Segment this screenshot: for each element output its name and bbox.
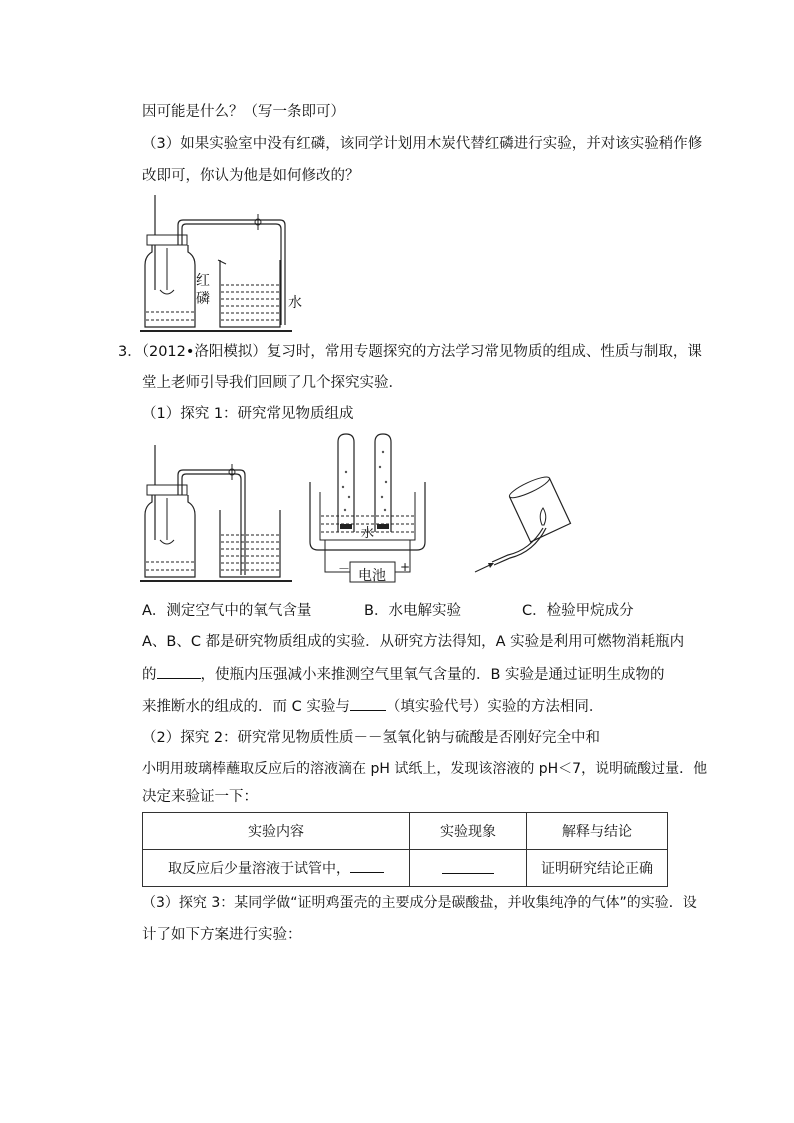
paragraph-line-3-end: （填实验代号）实验的方法相同． xyxy=(385,699,604,715)
paragraph-line-1: A、B、C 都是研究物质组成的实验．从研究方法得知，A 实验是利用可燃物消耗瓶内 xyxy=(142,634,685,650)
text-line-3: 改即可，你认为他是如何修改的？ xyxy=(142,168,360,184)
figure-oxygen-apparatus-1 xyxy=(140,190,300,335)
caption-a: A．测定空气中的氧气含量 xyxy=(142,603,312,619)
part-2-line-3: 决定来验证一下： xyxy=(142,789,258,805)
paragraph-line-2-end: ，使瓶内压强减小来推测空气里氧气含量的．B 实验是通过证明生成物的 xyxy=(200,667,665,683)
paragraph-line-2 xyxy=(142,664,665,685)
label-water-b: 水 xyxy=(361,526,375,541)
figure-a-apparatus xyxy=(140,440,300,585)
part-2-heading: （2）探究 2：研究常见物质性质－－氢氧化钠与硫酸是否刚好完全中和 xyxy=(142,730,601,746)
label-minus: － xyxy=(338,562,351,576)
label-water: 水 xyxy=(288,295,302,311)
paragraph-line-3 xyxy=(142,696,603,717)
table-header-row xyxy=(143,813,668,850)
figure-c-methane-test xyxy=(470,470,580,580)
text-line-2: （3）如果实验室中没有红磷，该同学计划用木炭代替红磷进行实验，并对该实验稍作修 xyxy=(142,136,703,152)
header-conclusion: 解释与结论 xyxy=(527,813,668,850)
header-content: 实验内容 xyxy=(143,813,410,850)
part-3-line-1: （3）探究 3：某同学做“证明鸡蛋壳的主要成分是碳酸盐，并收集纯净的气体”的实验．设 xyxy=(142,895,697,911)
caption-c: C．检验甲烷成分 xyxy=(522,603,634,619)
paragraph-line-2-start: 的 xyxy=(142,667,157,683)
answer-blank-2[interactable] xyxy=(350,696,386,711)
caption-b: B．水电解实验 xyxy=(364,603,461,619)
answer-blank-4[interactable] xyxy=(442,859,494,874)
figure-b-electrolysis xyxy=(305,432,430,587)
part-1-heading: （1）探究 1：研究常见物质组成 xyxy=(142,406,354,422)
question-3-line-2: 堂上老师引导我们回顾了几个探究实验． xyxy=(142,375,403,391)
cell-content-text: 取反应后少量溶液于试管中， xyxy=(168,861,350,877)
answer-blank-3[interactable] xyxy=(350,858,384,873)
answer-blank-1[interactable] xyxy=(157,664,201,679)
table-row xyxy=(143,850,668,887)
label-plus: + xyxy=(400,560,411,574)
cell-content xyxy=(143,850,410,887)
experiment-table xyxy=(142,812,668,887)
part-2-line-2: 小明用玻璃棒蘸取反应后的溶液滴在 pH 试纸上，发现该溶液的 pH＜7，说明硫酸过量．他 xyxy=(142,761,708,777)
part-3-line-2: 计了如下方案进行实验： xyxy=(142,927,302,943)
question-3-line-1: 3．（2012•洛阳模拟）复习时，常用专题探究的方法学习常见物质的组成、性质与制取，课 xyxy=(118,344,702,360)
label-phosphorus: 红磷 xyxy=(196,273,210,307)
label-battery: 电池 xyxy=(358,568,386,584)
cell-phenomenon xyxy=(410,850,527,887)
paragraph-line-3-start: 来推断水的组成的．而 C 实验与 xyxy=(142,699,350,715)
header-phenomenon: 实验现象 xyxy=(410,813,527,850)
cell-conclusion: 证明研究结论正确 xyxy=(527,850,668,887)
text-line-1: 因可能是什么？（写一条即可） xyxy=(142,104,345,120)
